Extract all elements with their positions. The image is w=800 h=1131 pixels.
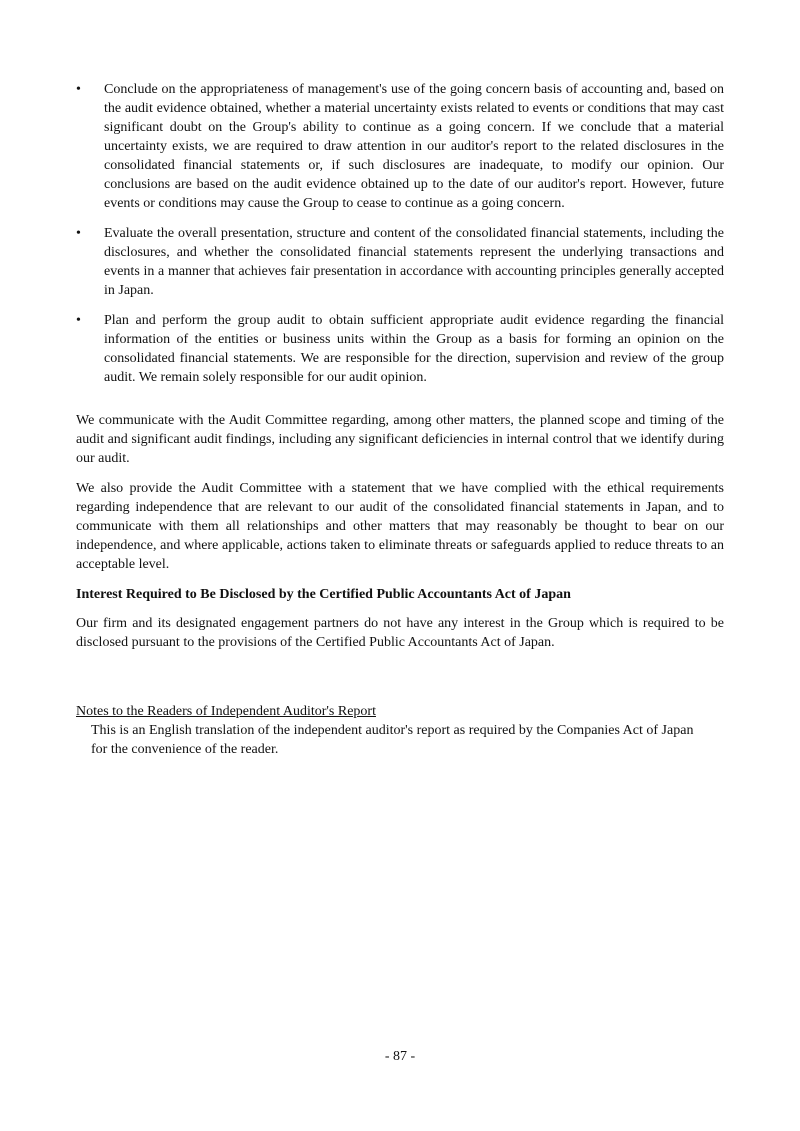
independence-paragraph: We also provide the Audit Committee with a statement that we have complied with the ethical requirements regarding independence that are relevant to our audit of the consolidated financial statements in Japan, and to communicate with them all relationships and other matters that may reasonably be thought to bear on our independence, and where applicable, actions taken to eliminate threats or safeguards applied to reduce threats to an acceptable level. — [76, 481, 724, 572]
report-page — [76, 80, 724, 759]
interest-section-heading: Interest Required to Be Disclosed by the Certified Public Accountants Act of Japan — [76, 587, 571, 602]
list-item-text: Conclude on the appropriateness of management's use of the going concern basis of accounting and, based on the audit evidence obtained, whether a material uncertainty exists related to events or conditions that may cast significant doubt on the Group's ability to continue as a going concern. If we conclude that a material uncertainty exists, we are required to draw attention in our auditor's report to the related disclosures in the consolidated financial statements or, if such disclosures are inadequate, to modify our opinion. Our conclusions are based on the audit evidence obtained up to the date of our auditor's report. However, future events or conditions may cause the Group to cease to continue as a going concern. — [104, 82, 724, 211]
page-number: - 87 - — [384, 1049, 416, 1064]
bullet-icon: • — [76, 82, 81, 97]
communication-paragraph: We communicate with the Audit Committee regarding, among other matters, the planned scope and timing of the audit and significant audit findings, including any significant deficiencies in internal control that we identify during our audit. — [76, 413, 724, 466]
bullet-icon: • — [76, 313, 81, 328]
notes-title: Notes to the Readers of Independent Auditor's Report — [76, 704, 376, 719]
list-item-text: Evaluate the overall presentation, structure and content of the consolidated financial statements, including the disclosures, and whether the consolidated financial statements represent the underlying transactions and events in a manner that achieves fair presentation in accordance with accounting principles generally accepted in Japan. — [104, 226, 724, 298]
bullet-icon: • — [76, 226, 81, 241]
list-item — [76, 80, 724, 213]
list-item — [76, 224, 724, 300]
interest-section-body: Our firm and its designated engagement partners do not have any interest in the Group which is required to be disclosed pursuant to the provisions of the Certified Public Accountants Act of Japan. — [76, 616, 724, 650]
list-item — [76, 311, 724, 387]
notes-to-readers — [76, 702, 724, 759]
notes-body: This is an English translation of the independent auditor's report as required by the Companies Act of Japan for the convenience of the reader. — [91, 723, 694, 757]
auditor-responsibilities-list — [76, 80, 724, 387]
list-item-text: Plan and perform the group audit to obtain sufficient appropriate audit evidence regarding the financial information of the entities or business units within the Group as a basis for forming an opinion on the consolidated financial statements. We are responsible for the direction, supervision and review of the group audit. We remain solely responsible for our audit opinion. — [104, 313, 724, 385]
